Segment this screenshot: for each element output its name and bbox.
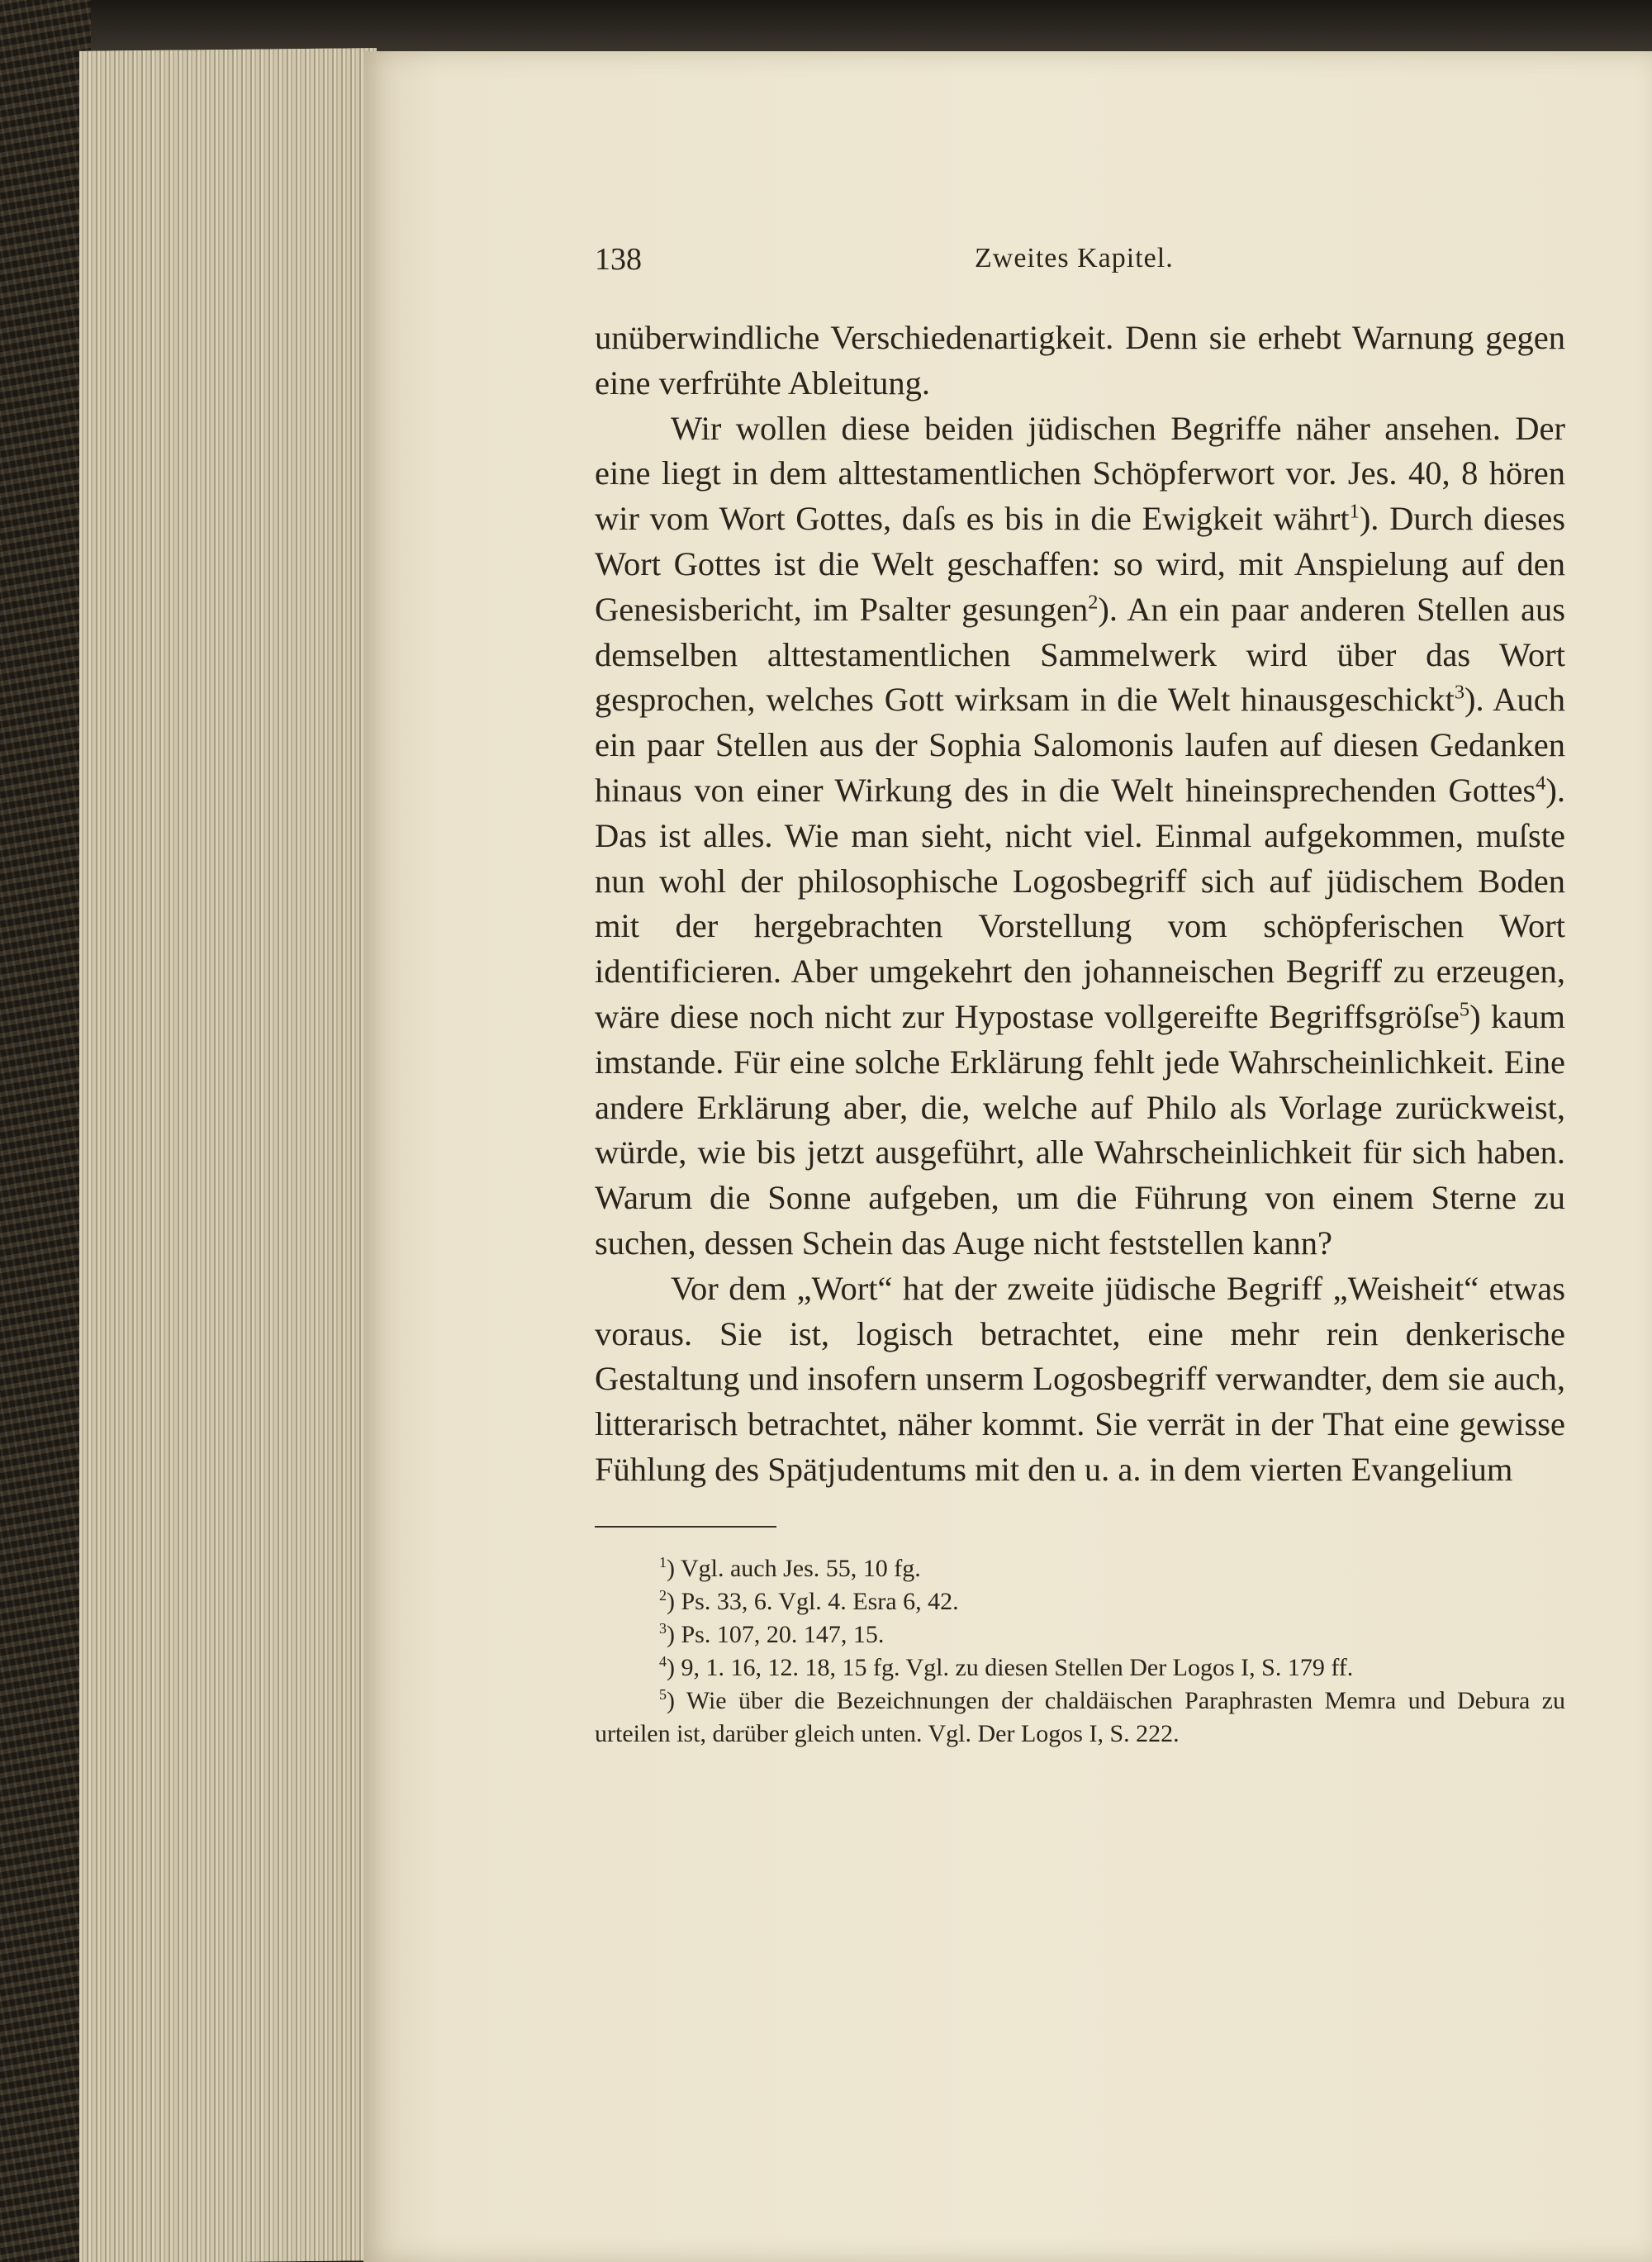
- footnote-marker: 5: [659, 1685, 667, 1703]
- footnote-marker: 2: [659, 1586, 667, 1604]
- paragraph-2-text-f: ) kaum imstande. Für eine solche Erklärung fehlt jede Wahrscheinlichkeit. Eine andere Erklärung aber, die, welche auf Philo als Vorlage zurückweist, würde, wie bis jetzt ausgeführt, alle Wahrscheinlichkeit für sich haben. Warum die Sonne aufgeben, um die Führung von einem Sterne zu suchen, dessen Schein das Auge nicht feststellen kann?: [595, 997, 1565, 1262]
- paragraph-2-text-d: ). Auch ein paar Stellen aus der Sophia Salomonis laufen auf diesen Gedanken hinaus von einer Wirkung des in die Welt hineinsprechenden Gottes: [595, 681, 1565, 809]
- footnote-5: [595, 1685, 1565, 1751]
- book-page: [363, 51, 1652, 2262]
- footnote-3: [595, 1618, 1565, 1651]
- footnote-text: ) Wie über die Bezeichnungen der chaldäischen Paraphrasten Memra und Debura zu urteilen ist, darüber gleich unten. Vgl. Der Logos I, S. 222.: [595, 1686, 1565, 1747]
- paragraph-2-text-b: ). Durch dieses Wort Gottes ist die Welt geschaffen: so wird, mit Anspielung auf den Genesisbericht, im Psalter gesungen: [595, 500, 1565, 628]
- page-edges: [79, 48, 377, 2262]
- footnote-marker: 3: [659, 1619, 667, 1637]
- page-number: 138: [595, 242, 642, 277]
- footnote-2: [595, 1585, 1565, 1618]
- footnote-4: [595, 1651, 1565, 1685]
- running-head: [595, 241, 1565, 291]
- footnote-1: [595, 1552, 1565, 1585]
- chapter-title: Zweites Kapitel.: [975, 243, 1174, 273]
- footnote-text: ) 9, 1. 16, 12. 18, 15 fg. Vgl. zu diesen Stellen Der Logos I, S. 179 ff.: [667, 1653, 1354, 1681]
- page-content: [595, 241, 1565, 1751]
- footnote-text: ) Vgl. auch Jes. 55, 10 fg.: [667, 1554, 921, 1582]
- paragraph-3: Vor dem „Wort“ hat der zweite jüdische Begriff „Weisheit“ etwas voraus. Sie ist, logisch betrachtet, eine mehr rein denkerische Gestaltung und insofern unserm Logosbegriff verwandter, dem sie auch, litterarisch betrachtet, näher kommt. Sie verrät in der That eine gewisse Fühlung des Spätjudentums mit den u. a. in dem vierten Evangelium: [595, 1269, 1565, 1488]
- footnote-ref-4: 4: [1536, 772, 1546, 795]
- book-cover-edge: [0, 0, 91, 2262]
- paragraph-2: [595, 406, 1565, 1266]
- footnote-text: ) Ps. 33, 6. Vgl. 4. Esra 6, 42.: [667, 1587, 959, 1615]
- body-text: [595, 316, 1565, 1493]
- footnote-ref-5: 5: [1459, 998, 1470, 1021]
- paragraph-2-text-a: Wir wollen diese beiden jüdischen Begriffe näher ansehen. Der eine liegt in dem alttestamentlichen Schöpferwort vor. Jes. 40, 8 hören wir vom Wort Gottes, daſs es bis in die Ewigkeit währt: [595, 409, 1565, 538]
- footnotes: [595, 1552, 1565, 1751]
- paragraph-1: unüberwindliche Verschiedenartigkeit. Denn sie erhebt Warnung gegen eine verfrühte Ableitung.: [595, 319, 1565, 402]
- footnote-divider: [595, 1526, 776, 1528]
- footnote-ref-3: 3: [1454, 681, 1465, 704]
- footnote-marker: 1: [659, 1553, 667, 1571]
- paragraph-2-text-e: ). Das ist alles. Wie man sieht, nicht viel. Einmal aufgekommen, muſste nun wohl der philosophische Logosbegriff sich auf jüdischem Boden mit der hergebrachten Vorstellung vom schöpferischen Wort identificieren. Aber umgekehrt den johanneischen Begriff zu erzeugen, wäre diese noch nicht zur Hypostase vollgereifte Begriffsgröſse: [595, 771, 1565, 1035]
- footnote-ref-1: 1: [1349, 500, 1360, 523]
- footnote-text: ) Ps. 107, 20. 147, 15.: [667, 1620, 885, 1648]
- scan-background-top: [0, 0, 1652, 51]
- footnote-ref-2: 2: [1088, 591, 1099, 614]
- footnote-marker: 4: [659, 1652, 667, 1670]
- paragraph-2-text-c: ). An ein paar anderen Stellen aus demselben alttestamentlichen Sammelwerk wird über das Wort gesprochen, welches Gott wirksam in die Welt hinausgeschickt: [595, 590, 1565, 719]
